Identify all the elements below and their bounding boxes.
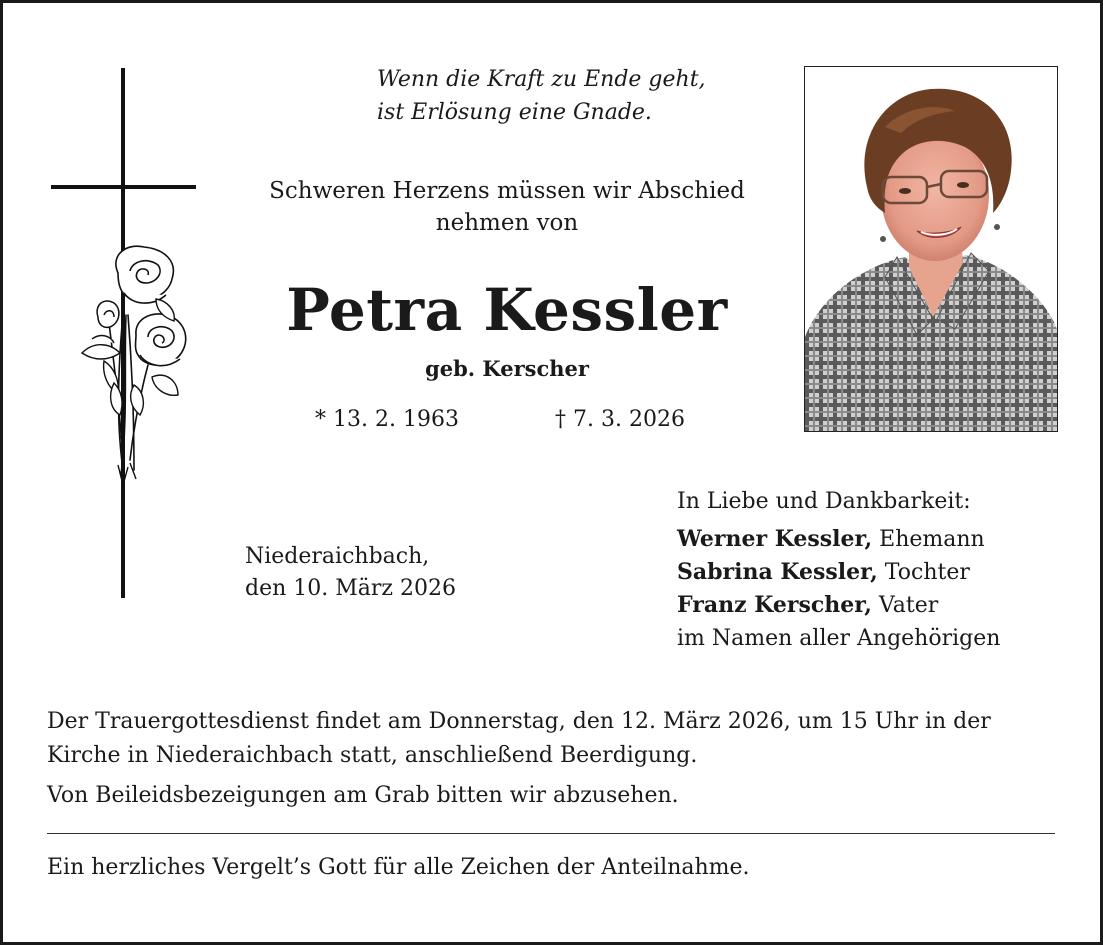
family-member-relation: Vater (878, 593, 939, 618)
family-member-relation: Ehemann (879, 527, 985, 552)
intro-text (241, 175, 773, 239)
family-list (677, 485, 1000, 655)
place-date (245, 541, 456, 605)
deceased-name: Petra Kessler (286, 276, 728, 344)
family-member-relation: Tochter (884, 560, 970, 585)
service-paragraph: Der Trauergottesdienst findet am Donnerstag, den 12. März 2026, um 15 Uhr in der Kirche in Niederaichbach statt, anschließend Beerdigung. (47, 709, 991, 768)
portrait-photo (804, 66, 1058, 432)
intro-line-1: Schweren Herzens müssen wir Abschied (269, 178, 745, 204)
motto-line-1: Wenn die Kraft zu Ende geht, (377, 67, 706, 92)
family-member (677, 589, 1000, 622)
maiden-name: geb. Kerscher (425, 356, 589, 381)
family-member-name: Werner Kessler, (677, 526, 873, 552)
family-member (677, 523, 1000, 556)
motto (377, 63, 706, 129)
cross-with-roses-icon (48, 65, 208, 609)
motto-line-2: ist Erlösung eine Gnade. (377, 100, 652, 125)
service-info (47, 705, 1067, 813)
family-member-name: Sabrina Kessler, (677, 559, 878, 585)
place-line: Niederaichbach, (245, 544, 430, 569)
family-member (677, 556, 1000, 589)
birth-date: * 13. 2. 1963 (315, 407, 459, 432)
family-member-name: Franz Kerscher, (677, 592, 872, 618)
intro-line-2: nehmen von (435, 210, 579, 236)
family-closing: im Namen aller Angehörigen (677, 626, 1001, 651)
death-date: † 7. 3. 2026 (555, 407, 685, 432)
date-line: den 10. März 2026 (245, 576, 456, 601)
thanks-line: Ein herzliches Vergelt’s Gott für alle Zeichen der Anteilnahme. (47, 855, 750, 880)
divider (47, 833, 1055, 834)
condolence-request: Von Beileidsbezeigungen am Grab bitten wir abzusehen. (47, 783, 679, 808)
family-heading: In Liebe und Dankbarkeit: (677, 489, 971, 514)
